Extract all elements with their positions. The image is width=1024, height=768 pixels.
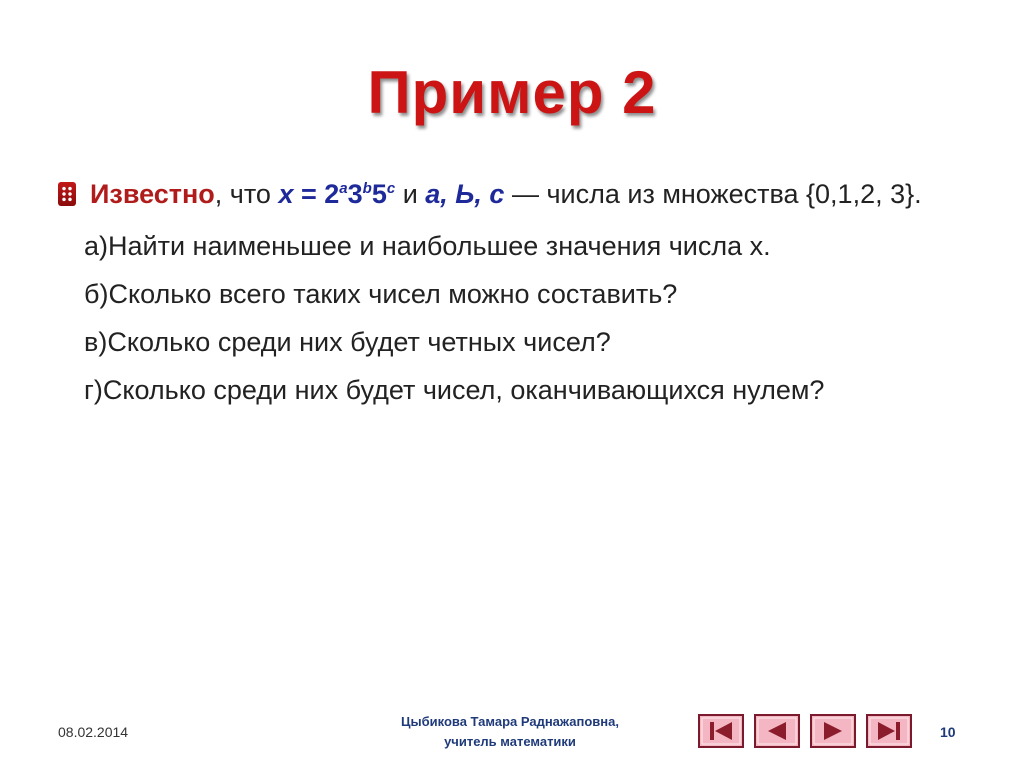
slide-content xyxy=(58,172,968,414)
question-list xyxy=(58,222,968,414)
question-item-a: а)Найти наименьшее и наибольшее значения числа х. xyxy=(84,231,771,261)
first-slide-icon xyxy=(698,714,744,748)
math-three: 3 xyxy=(347,179,363,209)
keyword: Известно xyxy=(90,179,215,209)
next-slide-icon xyxy=(810,714,856,748)
lead-text-1: , что xyxy=(214,179,279,209)
previous-slide-button[interactable] xyxy=(754,714,800,748)
math-five: 5 xyxy=(371,179,387,209)
next-slide-button[interactable] xyxy=(810,714,856,748)
math-eq: = 2 xyxy=(293,179,340,209)
exp-b: b xyxy=(362,180,372,197)
question-item-d: г)Сколько среди них будет чисел, оканчивающихся нулем? xyxy=(84,375,825,405)
author-name: Цыбикова Тамара Раднажаповна, xyxy=(400,714,619,729)
slide-title: Пример 2 xyxy=(367,59,657,126)
lead-text-3: — числа из множества {0,1,2, 3}. xyxy=(504,179,922,209)
exp-a: a xyxy=(339,180,348,197)
last-slide-button[interactable] xyxy=(866,714,912,748)
first-slide-button[interactable] xyxy=(698,714,744,748)
question-item-c: в)Сколько среди них будет четных чисел? xyxy=(84,327,611,357)
author-role: учитель математики xyxy=(444,734,576,749)
footer-author xyxy=(370,712,650,752)
page-number: 10 xyxy=(940,724,956,740)
previous-slide-icon xyxy=(754,714,800,748)
lead-text-2: и xyxy=(395,179,426,209)
lead-paragraph xyxy=(58,172,968,216)
footer-date: 08.02.2014 xyxy=(58,724,129,740)
last-slide-icon xyxy=(866,714,912,748)
bullet-icon xyxy=(58,182,76,206)
math-vars: a, Ь, с xyxy=(425,179,505,209)
math-x: x xyxy=(278,179,294,209)
exp-c: c xyxy=(386,180,396,197)
question-item-b: б)Сколько всего таких чисел можно составить? xyxy=(84,279,678,309)
